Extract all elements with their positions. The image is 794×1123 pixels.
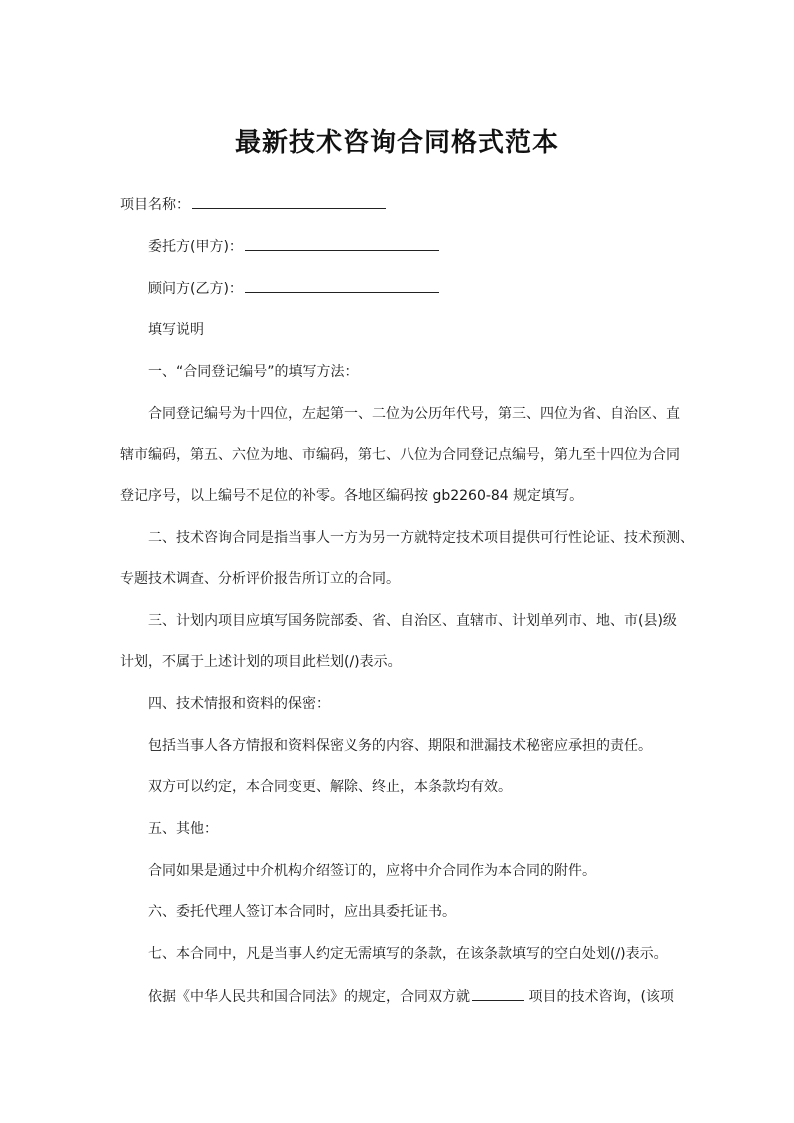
section-7-line: 七、本合同中，凡是当事人约定无需填写的条款，在该条款填写的空白处划(/)表示。 (148, 946, 668, 962)
section-6-line: 六、委托代理人签订本合同时，应出具委托证书。 (148, 904, 456, 920)
section-5-heading: 五、其他： (148, 821, 218, 837)
paragraph-line: 双方可以约定，本合同变更、解除、终止，本条款均有效。 (148, 779, 512, 795)
section-1-heading: 一、“合同登记编号”的填写方法： (148, 364, 359, 380)
project-blank[interactable] (472, 986, 524, 1001)
client-blank[interactable] (245, 236, 439, 251)
project-name-label: 项目名称： (120, 197, 190, 213)
contract-basis-text-end: 项目的技术咨询，(该项 (524, 989, 674, 1005)
instructions-heading: 填写说明 (148, 322, 204, 338)
client-label: 委托方(甲方)： (148, 239, 243, 255)
project-name-blank[interactable] (192, 194, 386, 209)
paragraph-line: 包括当事人各方情报和资料保密义务的内容、期限和泄漏技术秘密应承担的责任。 (148, 738, 652, 754)
section-3-line: 三、计划内项目应填写国务院部委、省、自治区、直辖市、计划单列市、地、市(县)级 (148, 613, 677, 629)
consultant-blank[interactable] (245, 278, 439, 293)
document-title: 最新技术咨询合同格式范本 (234, 128, 559, 158)
paragraph-line: 登记序号，以上编号不足位的补零。各地区编码按 gb2260-84 规定填写。 (120, 488, 584, 504)
consultant-field (148, 278, 439, 299)
project-name-field (120, 194, 386, 215)
client-field (148, 236, 439, 257)
paragraph-line: 辖市编码，第五、六位为地、市编码，第七、八位为合同登记点编号，第九至十四位为合同 (120, 447, 680, 463)
section-2-line: 二、技术咨询合同是指当事人一方为另一方就特定技术项目提供可行性论证、技术预测、 (148, 530, 694, 546)
paragraph-line: 计划，不属于上述计划的项目此栏划(/)表示。 (120, 654, 402, 670)
consultant-label: 顾问方(乙方)： (148, 281, 243, 297)
section-4-heading: 四、技术情报和资料的保密： (148, 696, 330, 712)
contract-basis-text: 依据《中华人民共和国合同法》的规定，合同双方就 (148, 989, 470, 1005)
paragraph-line: 合同如果是通过中介机构介绍签订的，应将中介合同作为本合同的附件。 (148, 863, 596, 879)
contract-basis-line (148, 986, 674, 1007)
paragraph-line: 专题技术调查、分析评价报告所订立的合同。 (120, 571, 400, 587)
paragraph-line: 合同登记编号为十四位，左起第一、二位为公历年代号，第三、四位为省、自治区、直 (148, 406, 680, 422)
